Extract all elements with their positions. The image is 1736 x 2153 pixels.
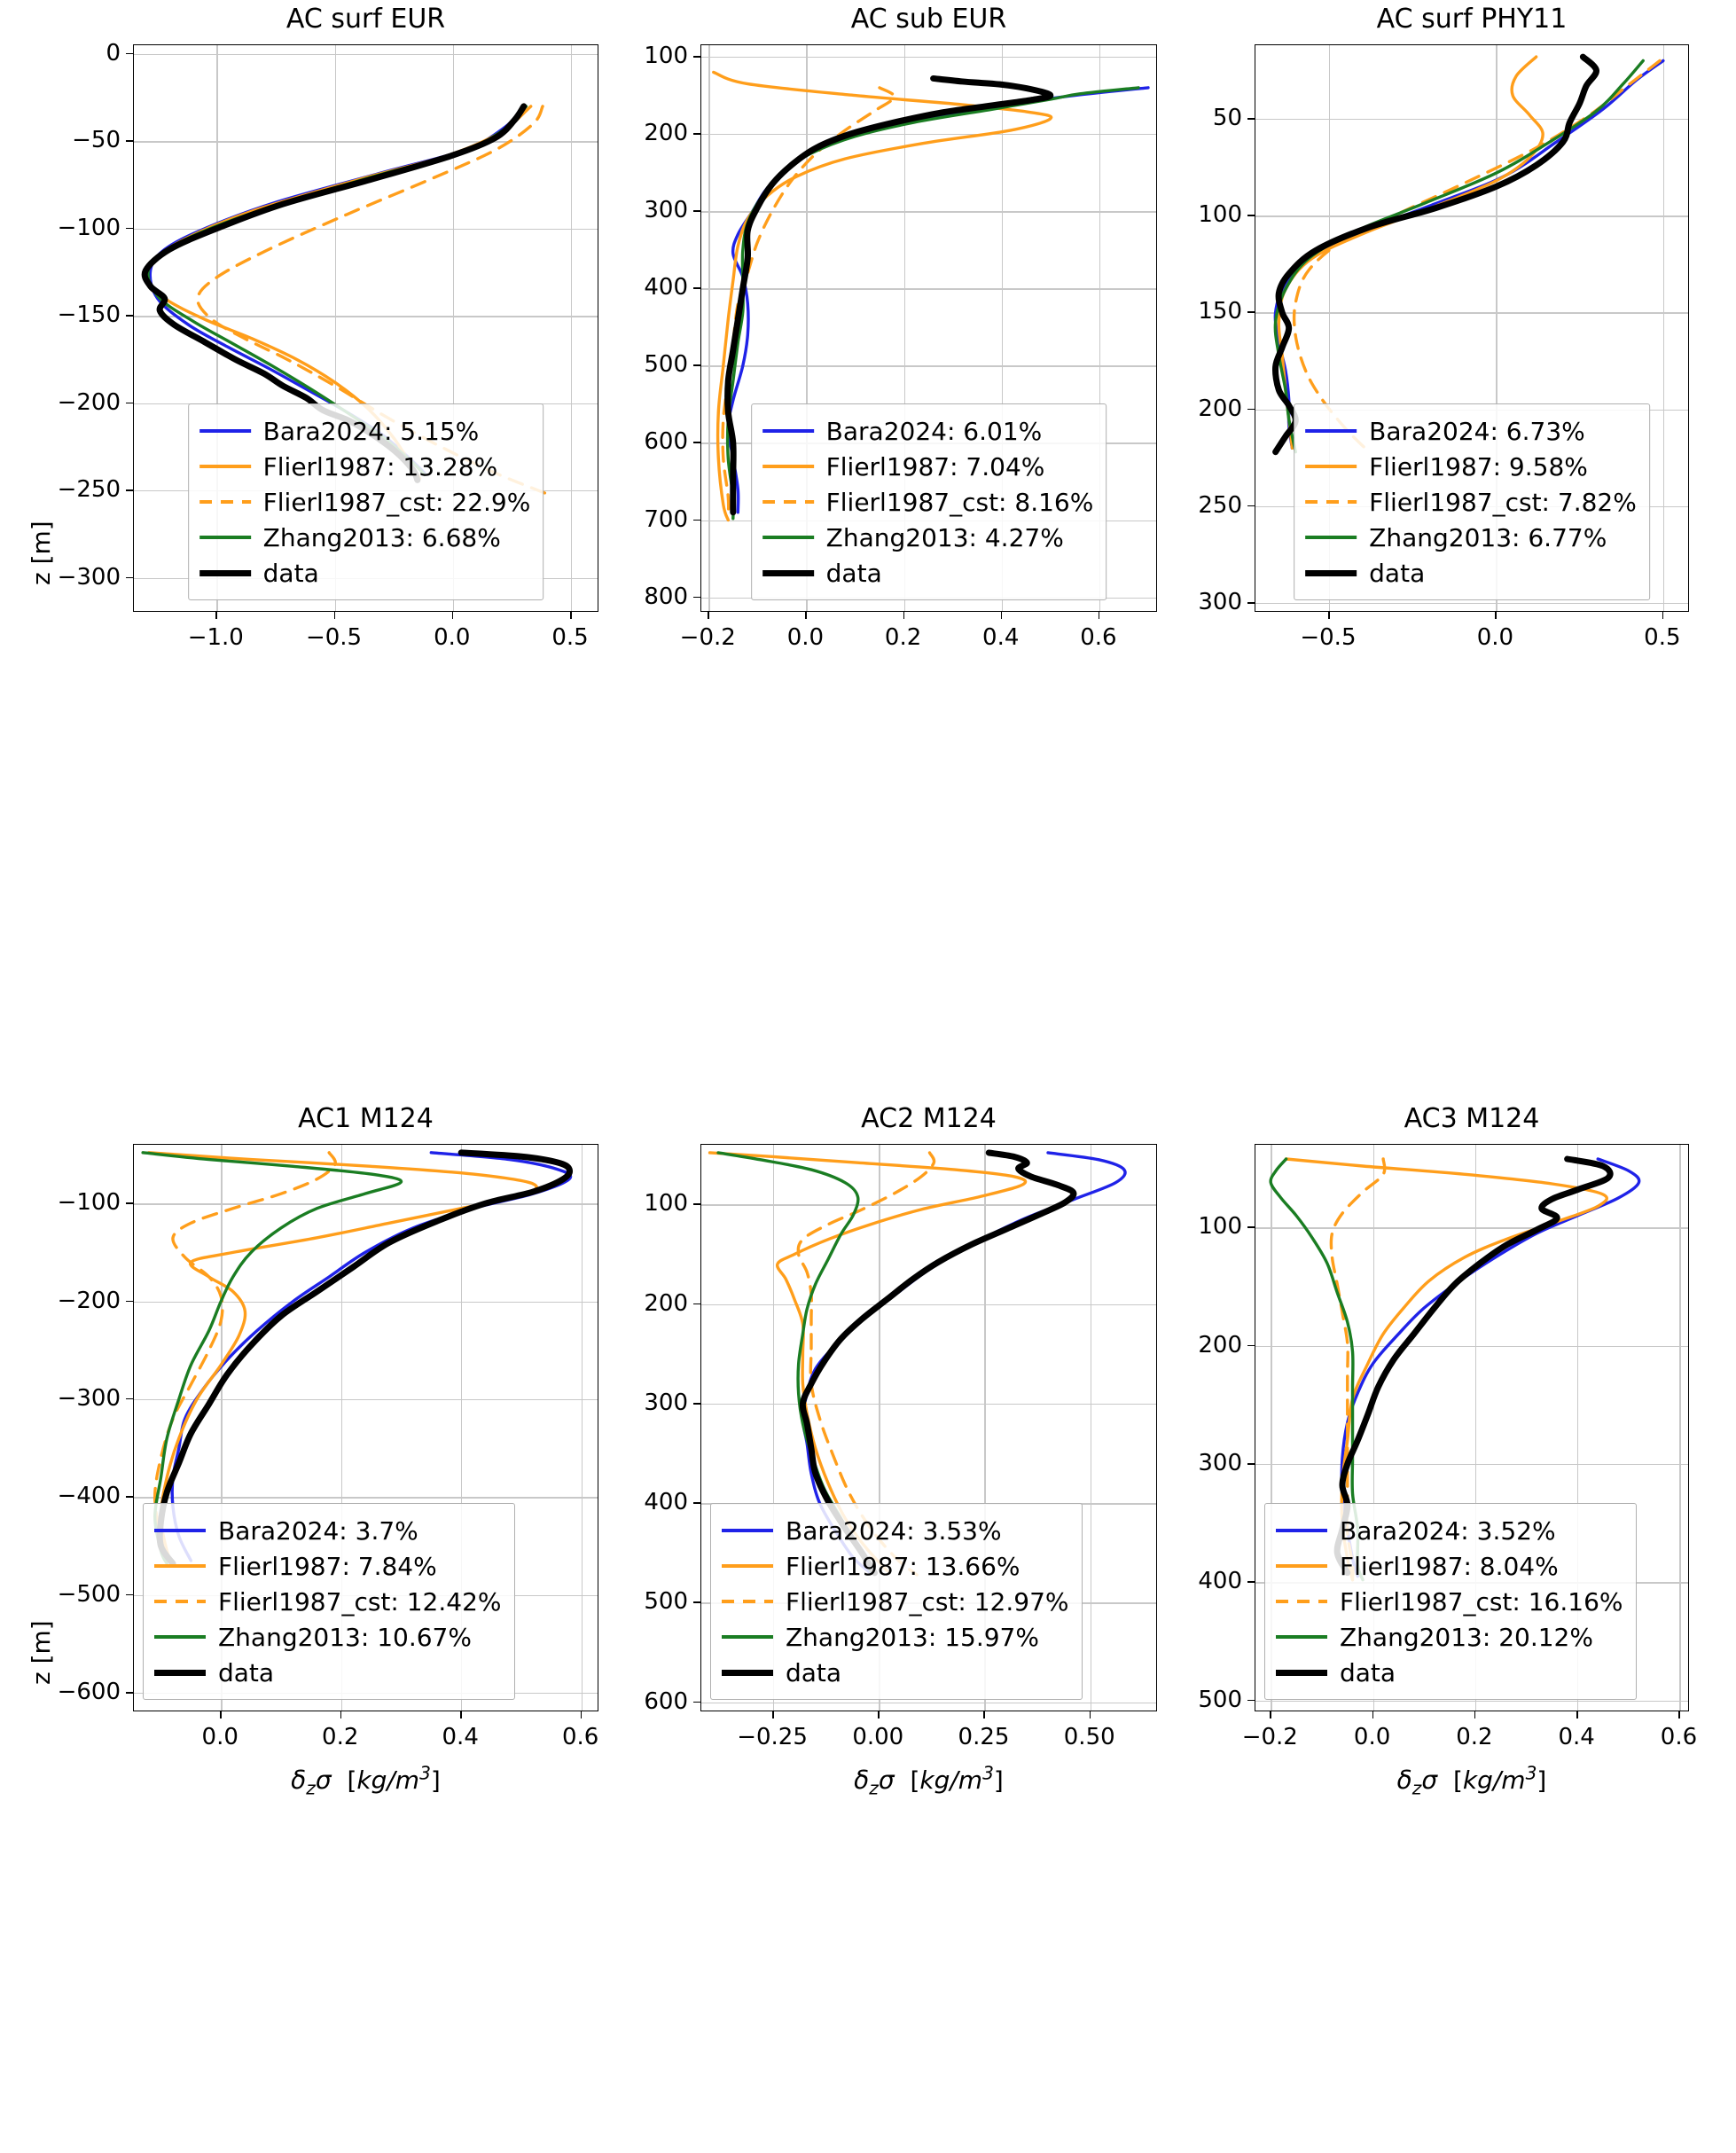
y-tick-mark [1247, 602, 1255, 604]
y-tick-mark [126, 1496, 133, 1498]
legend-label: Flierl1987: 9.58% [1369, 451, 1588, 481]
chart-title: AC1 M124 [298, 1103, 434, 1134]
y-tick-label: 400 [644, 1489, 688, 1516]
x-tick-mark [215, 612, 217, 619]
x-tick-mark [878, 1711, 880, 1718]
legend-label: Flierl1987: 7.04% [825, 451, 1045, 481]
series-line [1275, 60, 1663, 448]
x-tick-mark [772, 1711, 774, 1718]
series-line [143, 1153, 401, 1563]
chart-title: AC surf EUR [285, 4, 446, 35]
legend-label: data [786, 1657, 842, 1687]
y-tick-label: 0 [106, 39, 121, 67]
x-tick-label: 0.4 [982, 624, 1020, 651]
y-tick-label: −600 [57, 1678, 121, 1705]
legend-item[interactable] [199, 413, 531, 449]
series-line [172, 1153, 570, 1561]
legend-item[interactable] [1305, 555, 1637, 591]
legend-item[interactable] [154, 1513, 502, 1548]
legend-label: Bara2024: 5.15% [262, 416, 480, 446]
legend-label: data [825, 558, 882, 588]
chart-panel-1 [57, 4, 598, 651]
y-tick-mark [1247, 1581, 1255, 1583]
x-tick-mark [708, 612, 709, 619]
legend-label: Bara2024: 6.73% [1369, 416, 1585, 446]
x-tick-mark [220, 1711, 222, 1718]
y-tick-label: 400 [1198, 1568, 1242, 1595]
legend-label: Zhang2013: 15.97% [786, 1622, 1039, 1652]
legend-label: Flierl1987_cst: 12.97% [786, 1586, 1069, 1617]
x-tick-mark [1090, 1711, 1091, 1718]
x-tick-label: 0.0 [201, 1724, 239, 1750]
legend-label: data [1340, 1657, 1396, 1687]
x-tick-mark [452, 612, 454, 619]
y-tick-mark [126, 1301, 133, 1303]
y-tick-label: 200 [1198, 395, 1242, 422]
legend [143, 1503, 515, 1700]
x-axis-label: $\delta_z\sigma$ $[kg/m^3]$ [291, 1763, 441, 1799]
y-tick-mark [693, 520, 700, 521]
x-tick-mark [1270, 1711, 1271, 1718]
legend-label: Zhang2013: 20.12% [1340, 1622, 1593, 1652]
x-tick-mark [1328, 612, 1330, 619]
x-tick-label: −1.0 [187, 624, 244, 651]
x-tick-label: 0.6 [1660, 1724, 1698, 1750]
y-tick-mark [693, 442, 700, 443]
y-tick-label: −150 [57, 301, 121, 329]
y-tick-label: 200 [644, 120, 688, 147]
legend-item[interactable] [762, 484, 1094, 520]
y-tick-mark [126, 140, 133, 142]
legend-item[interactable] [762, 413, 1094, 449]
y-tick-mark [693, 1601, 700, 1603]
y-tick-mark [693, 133, 700, 135]
y-tick-mark [126, 53, 133, 55]
y-tick-mark [693, 1502, 700, 1504]
x-tick-label: 0.6 [561, 1724, 599, 1750]
series-line [155, 1153, 336, 1563]
legend-label: Flierl1987: 13.66% [786, 1551, 1020, 1581]
y-tick-label: 100 [644, 43, 688, 70]
y-tick-mark [693, 287, 700, 289]
legend-label: Zhang2013: 10.67% [218, 1622, 472, 1652]
chart-panel-2 [644, 4, 1157, 651]
y-tick-label: 200 [644, 1289, 688, 1317]
y-tick-label: −500 [57, 1580, 121, 1608]
y-tick-mark [1247, 215, 1255, 216]
y-tick-label: 100 [644, 1190, 688, 1217]
x-tick-label: −0.2 [679, 624, 736, 651]
y-tick-label: 100 [1198, 201, 1242, 229]
plot-area [700, 44, 1157, 612]
y-tick-label: 300 [1198, 1450, 1242, 1476]
y-axis-label-bottom: z [m] [27, 1620, 56, 1685]
y-tick-label: 700 [644, 505, 688, 533]
x-tick-label: −0.5 [1300, 624, 1357, 651]
y-tick-mark [693, 597, 700, 599]
legend-label: Flierl1987_cst: 22.9% [262, 487, 531, 517]
y-tick-mark [1247, 1226, 1255, 1228]
legend-label: data [1369, 558, 1426, 588]
legend-item[interactable] [1276, 1513, 1623, 1548]
legend-label: Flierl1987_cst: 12.42% [218, 1586, 502, 1617]
x-tick-mark [460, 1711, 462, 1718]
x-tick-mark [903, 612, 905, 619]
x-axis-label: $\delta_z\sigma$ $[kg/m^3]$ [854, 1763, 1004, 1799]
legend-item[interactable] [1305, 520, 1637, 555]
y-tick-mark [693, 1702, 700, 1703]
legend-label: Flierl1987_cst: 7.82% [1369, 487, 1637, 517]
legend-item[interactable] [1276, 1655, 1623, 1690]
legend-label: data [218, 1657, 275, 1687]
legend-label: Flierl1987: 8.04% [1340, 1551, 1559, 1581]
y-tick-mark [126, 403, 133, 404]
chart-title: AC surf PHY11 [1376, 4, 1568, 35]
legend [751, 403, 1107, 600]
y-tick-mark [126, 1692, 133, 1694]
y-tick-label: 500 [1198, 1686, 1242, 1713]
y-tick-label: −200 [57, 1287, 121, 1314]
legend-item[interactable] [1276, 1584, 1623, 1619]
legend-item[interactable] [722, 1655, 1069, 1690]
y-tick-mark [126, 1398, 133, 1400]
y-tick-mark [693, 56, 700, 58]
x-tick-label: −0.25 [737, 1724, 808, 1750]
legend-label: Bara2024: 3.52% [1340, 1515, 1556, 1546]
plot-area [133, 44, 598, 612]
y-tick-mark [126, 1594, 133, 1596]
x-tick-label: 0.4 [1558, 1724, 1595, 1750]
x-tick-label: 0.2 [322, 1724, 359, 1750]
y-tick-mark [1247, 409, 1255, 411]
y-tick-label: −200 [57, 388, 121, 416]
y-tick-label: −50 [72, 127, 121, 154]
x-tick-label: 0.50 [1063, 1724, 1115, 1750]
x-tick-mark [581, 1711, 583, 1718]
y-tick-mark [1247, 311, 1255, 313]
legend-item[interactable] [199, 449, 531, 484]
y-axis-label-top: z [m] [27, 521, 56, 585]
chart-title: AC3 M124 [1404, 1103, 1540, 1134]
y-tick-label: 600 [644, 1687, 688, 1715]
legend-label: Bara2024: 6.01% [825, 416, 1043, 446]
x-tick-label: 0.0 [786, 624, 825, 651]
plot-area [1255, 1144, 1689, 1711]
y-tick-label: 100 [1198, 1213, 1242, 1241]
y-tick-label: −300 [57, 563, 121, 591]
x-tick-mark [334, 612, 336, 619]
x-axis-label: $\delta_z\sigma$ $[kg/m^3]$ [1396, 1763, 1547, 1799]
y-tick-mark [1247, 1345, 1255, 1347]
y-tick-mark [126, 1202, 133, 1204]
legend-label: Bara2024: 3.7% [218, 1515, 418, 1546]
y-tick-label: 500 [644, 351, 688, 379]
legend [1264, 1503, 1637, 1700]
y-tick-label: 600 [644, 428, 688, 456]
y-tick-label: −100 [57, 1189, 121, 1217]
legend-item[interactable] [1276, 1619, 1623, 1655]
plot-area [1255, 44, 1689, 612]
x-tick-label: 0.6 [1080, 624, 1117, 651]
y-tick-mark [126, 489, 133, 491]
y-tick-mark [693, 1203, 700, 1205]
legend-label: Flierl1987: 13.28% [262, 451, 498, 481]
x-tick-label: 0.00 [852, 1724, 904, 1750]
chart-title: AC2 M124 [861, 1103, 997, 1134]
legend-label: data [262, 558, 319, 588]
x-tick-mark [570, 612, 572, 619]
y-tick-label: 400 [644, 274, 688, 301]
legend-item[interactable] [722, 1548, 1069, 1584]
legend [710, 1503, 1083, 1700]
y-tick-mark [1247, 1463, 1255, 1465]
y-tick-label: 50 [1212, 105, 1242, 131]
y-tick-mark [126, 315, 133, 317]
legend-item[interactable] [199, 520, 531, 555]
chart-panel-5 [644, 1103, 1157, 1799]
x-tick-label: −0.2 [1241, 1724, 1298, 1750]
series-line [149, 1153, 536, 1563]
x-tick-mark [340, 1711, 342, 1718]
x-tick-mark [1001, 612, 1003, 619]
y-tick-mark [1247, 1700, 1255, 1702]
y-tick-label: 200 [1198, 1331, 1242, 1358]
x-tick-mark [1678, 1711, 1680, 1718]
legend-label: Zhang2013: 6.77% [1369, 522, 1607, 552]
legend [1294, 403, 1650, 600]
x-tick-mark [805, 612, 807, 619]
x-tick-label: −0.5 [305, 624, 363, 651]
x-tick-label: 0.5 [1644, 624, 1681, 651]
y-tick-mark [693, 210, 700, 212]
x-tick-label: 0.2 [884, 624, 922, 651]
chart-panel-6 [1198, 1103, 1698, 1799]
legend-item[interactable] [722, 1513, 1069, 1548]
y-tick-label: 150 [1198, 298, 1242, 325]
series-line [1294, 60, 1661, 451]
y-tick-label: 300 [644, 1389, 688, 1416]
x-tick-label: 0.0 [1476, 624, 1514, 651]
y-tick-mark [693, 1304, 700, 1305]
legend-label: Bara2024: 3.53% [786, 1515, 1002, 1546]
x-tick-label: 0.4 [442, 1724, 479, 1750]
legend-item[interactable] [199, 555, 531, 591]
x-tick-mark [1099, 612, 1100, 619]
x-tick-label: 0.5 [551, 624, 589, 651]
y-tick-mark [693, 1403, 700, 1405]
legend-item[interactable] [722, 1584, 1069, 1619]
legend-label: Zhang2013: 4.27% [825, 522, 1064, 552]
y-tick-label: 800 [644, 583, 688, 610]
legend-label: Flierl1987: 7.84% [218, 1551, 437, 1581]
legend-label: Flierl1987_cst: 8.16% [825, 487, 1094, 517]
y-tick-mark [126, 228, 133, 230]
y-tick-mark [1247, 505, 1255, 507]
legend-item[interactable] [1276, 1548, 1623, 1584]
legend-item[interactable] [199, 484, 531, 520]
legend-item[interactable] [762, 555, 1094, 591]
legend-item[interactable] [1305, 484, 1637, 520]
legend-label: Zhang2013: 6.68% [262, 522, 501, 552]
y-tick-mark [693, 364, 700, 366]
y-tick-mark [1247, 118, 1255, 120]
y-tick-label: −300 [57, 1384, 121, 1412]
x-tick-label: 0.2 [1456, 1724, 1493, 1750]
legend-item[interactable] [762, 520, 1094, 555]
x-tick-label: 0.0 [434, 624, 471, 651]
y-tick-label: 500 [644, 1588, 688, 1616]
legend-item[interactable] [1305, 449, 1637, 484]
x-tick-mark [1576, 1711, 1578, 1718]
y-tick-mark [126, 577, 133, 579]
legend-item[interactable] [154, 1619, 502, 1655]
y-tick-label: 250 [1198, 491, 1242, 519]
plot-area [700, 1144, 1157, 1711]
chart-title: AC sub EUR [850, 4, 1007, 35]
y-tick-label: −100 [57, 214, 121, 241]
x-tick-mark [1372, 1711, 1374, 1718]
x-tick-label: 0.0 [1353, 1724, 1391, 1750]
legend [188, 403, 544, 600]
plot-area [133, 1144, 598, 1711]
y-tick-label: 300 [1198, 589, 1242, 616]
y-tick-label: −400 [57, 1483, 121, 1510]
x-tick-mark [983, 1711, 985, 1718]
chart-panel-3 [1198, 4, 1689, 651]
legend-item[interactable] [154, 1548, 502, 1584]
legend-item[interactable] [722, 1619, 1069, 1655]
y-tick-label: 300 [644, 197, 688, 224]
legend-item[interactable] [762, 449, 1094, 484]
x-tick-mark [1662, 612, 1664, 619]
x-tick-mark [1474, 1711, 1476, 1718]
series-line [160, 1153, 569, 1563]
legend-item[interactable] [154, 1584, 502, 1619]
chart-panel-4 [57, 1103, 599, 1799]
y-tick-label: −250 [57, 476, 121, 504]
x-tick-label: 0.25 [958, 1724, 1010, 1750]
legend-label: Flierl1987_cst: 16.16% [1340, 1586, 1623, 1617]
x-tick-mark [1495, 612, 1497, 619]
legend-item[interactable] [1305, 413, 1637, 449]
legend-item[interactable] [154, 1655, 502, 1690]
